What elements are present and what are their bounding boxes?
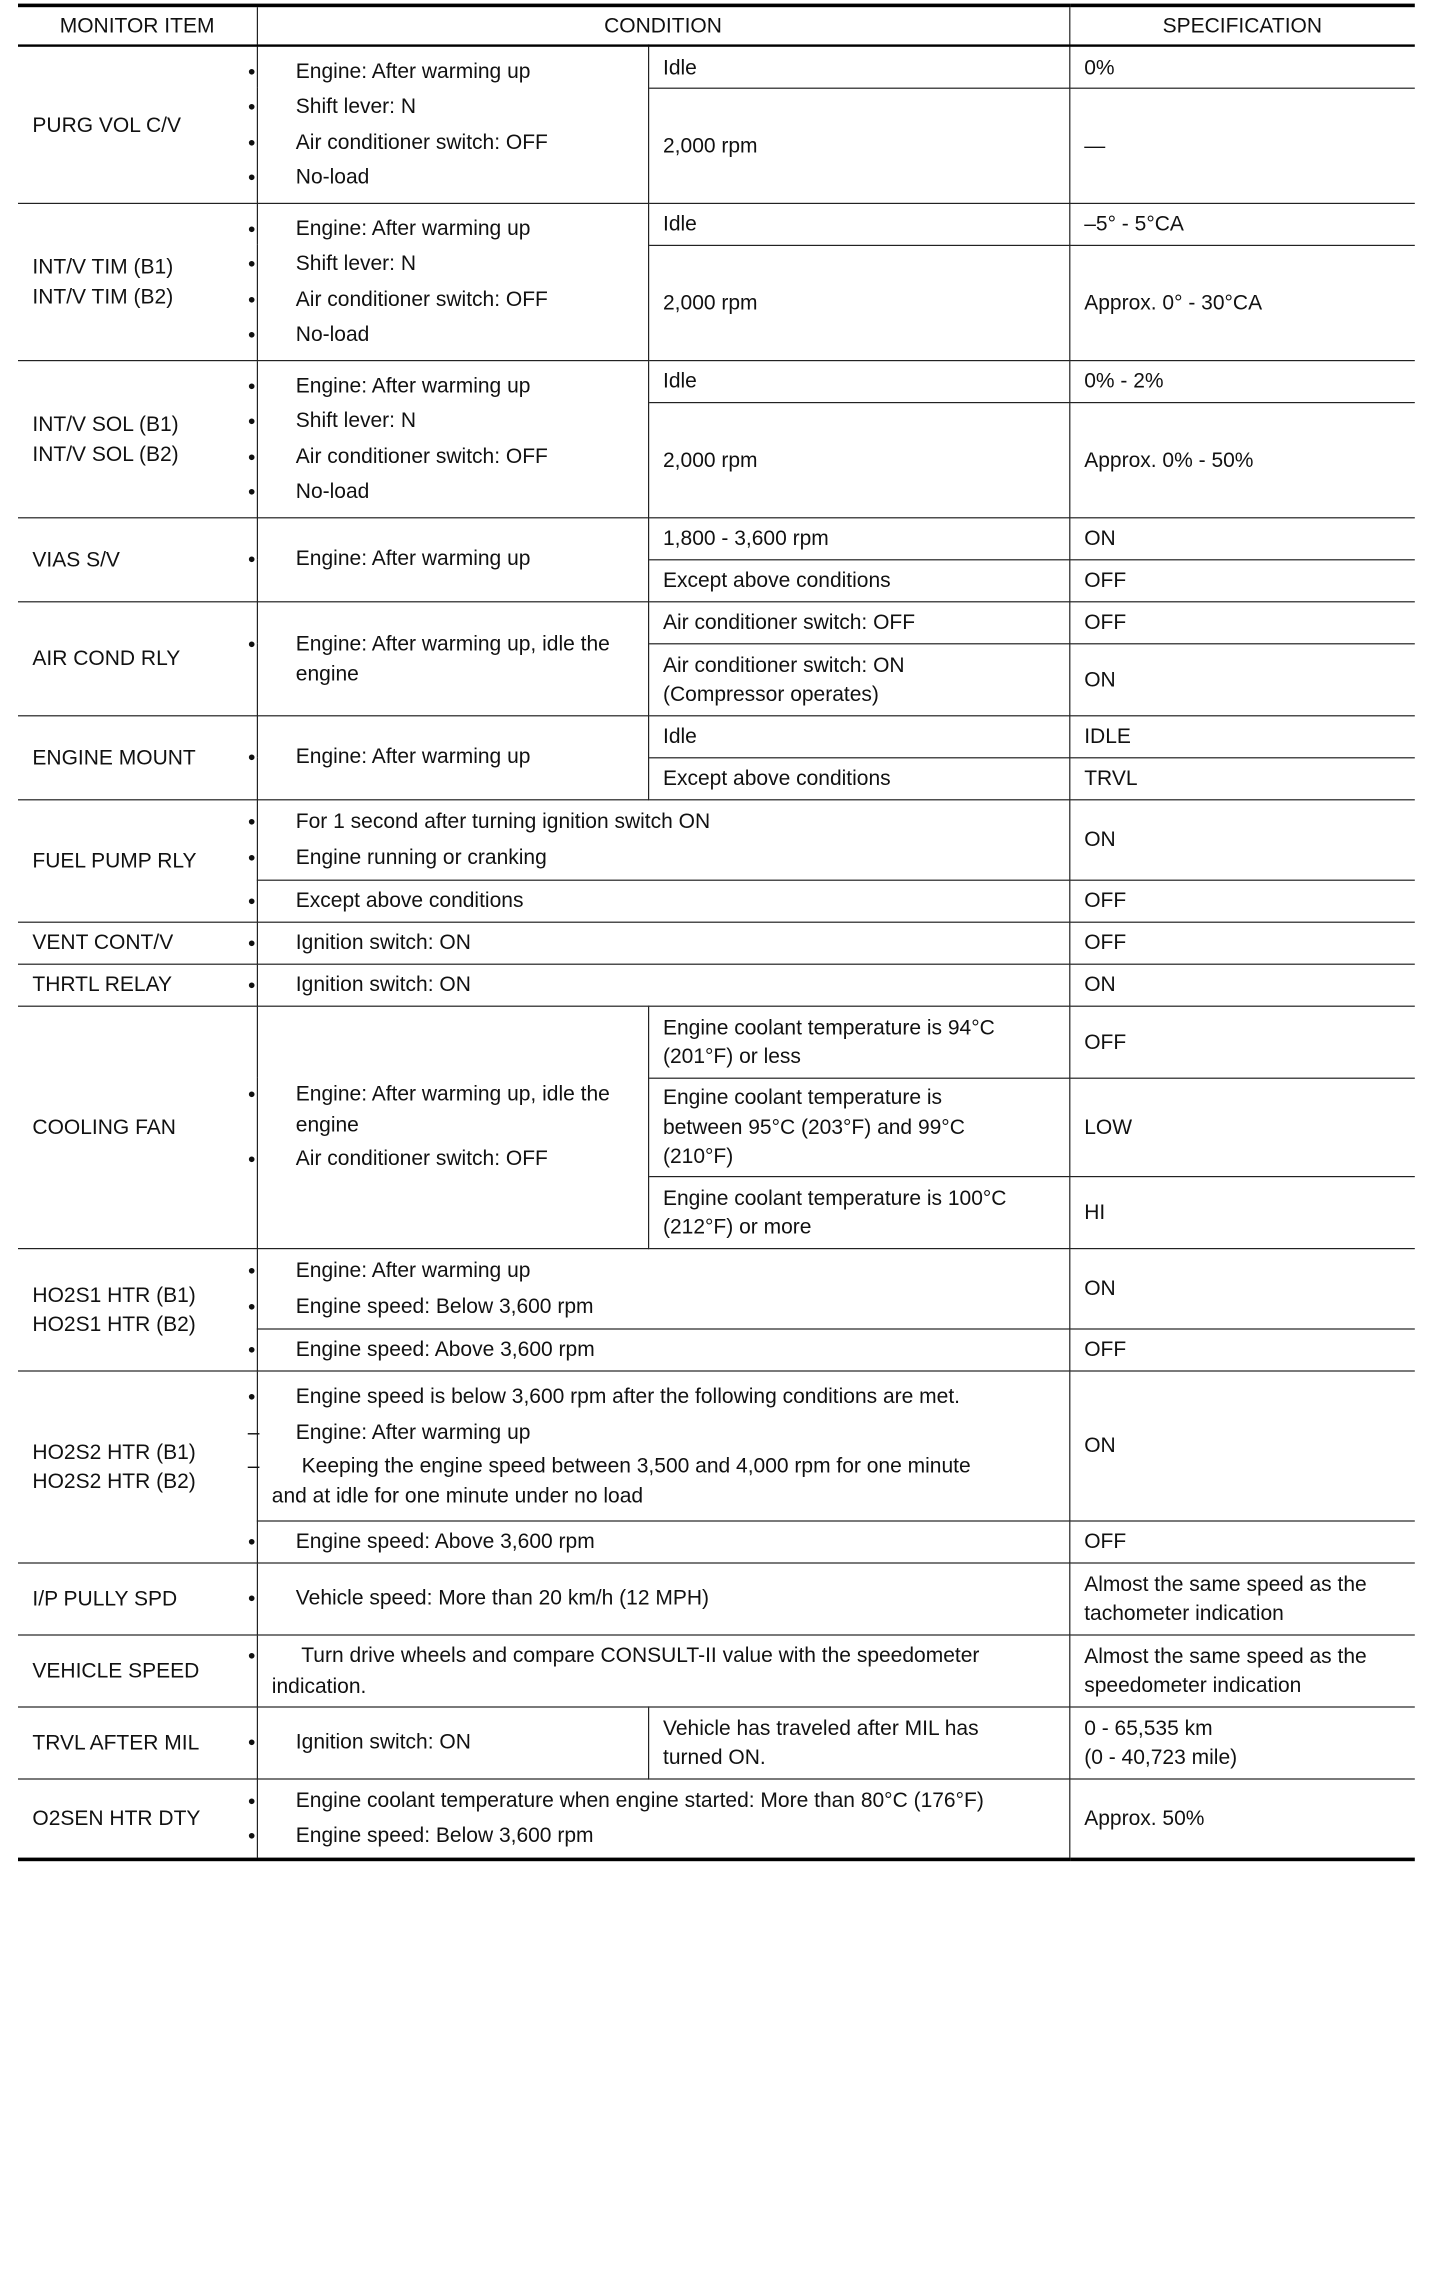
sub-condition-line: Engine coolant temperature is 94°C — [663, 1014, 995, 1039]
condition-bullet: ● Air conditioner switch: OFF — [272, 284, 633, 315]
sub-condition-line: Engine coolant temperature is — [663, 1085, 943, 1110]
table-row — [18, 1562, 1415, 1634]
condition-bullet: ● Air conditioner switch: OFF — [272, 127, 633, 158]
specification: TRVL — [1069, 757, 1415, 799]
specification: –5° - 5°CA — [1069, 203, 1415, 245]
condition-list — [257, 360, 648, 517]
condition-bullet: ● Shift lever: N — [272, 248, 633, 279]
condition-bullet: ● Engine running or cranking — [272, 842, 1054, 873]
sub-condition-line: Vehicle has traveled after MIL has — [663, 1715, 979, 1740]
condition-list — [257, 880, 1069, 922]
specification: LOW — [1069, 1078, 1415, 1176]
header-specification: SPECIFICATION — [1069, 5, 1415, 45]
condition-bullet: ● No-load — [272, 319, 633, 350]
specification — [1069, 1706, 1415, 1778]
specification-line: Almost the same speed as the — [1084, 1571, 1367, 1596]
monitor-item-line: HO2S1 HTR (B1) — [32, 1282, 196, 1307]
header-condition: CONDITION — [257, 5, 1069, 45]
condition-bullet: ● Engine speed: Below 3,600 rpm — [272, 1291, 1054, 1322]
condition-bullet: ● No-load — [272, 162, 633, 193]
sub-condition: Idle — [648, 203, 1069, 245]
condition-list — [257, 1706, 648, 1778]
specification: OFF — [1069, 922, 1415, 964]
monitor-item: AIR COND RLY — [18, 601, 257, 715]
sub-condition: 2,000 rpm — [648, 88, 1069, 203]
sub-condition — [648, 1078, 1069, 1176]
condition-bullet: ● Engine: After warming up — [272, 213, 633, 244]
monitor-item: TRVL AFTER MIL — [18, 1706, 257, 1778]
condition-bullet: ● Ignition switch: ON — [272, 927, 1054, 958]
monitor-item — [18, 203, 257, 360]
monitor-item — [18, 1248, 257, 1370]
condition-list — [257, 715, 648, 799]
condition-list — [257, 46, 648, 203]
table-row — [18, 1370, 1415, 1520]
condition-dash — [272, 1451, 1054, 1510]
specification: ON — [1069, 517, 1415, 559]
condition-bullet: ● Engine: After warming up — [272, 370, 633, 401]
condition-bullet: ● Engine: After warming up — [272, 742, 633, 773]
specification: OFF — [1069, 1520, 1415, 1562]
specification: ON — [1069, 643, 1415, 715]
monitor-item: I/P PULLY SPD — [18, 1562, 257, 1634]
monitor-item — [18, 360, 257, 517]
specification: OFF — [1069, 1328, 1415, 1370]
specification: ON — [1069, 1248, 1415, 1328]
table-row — [18, 601, 1415, 643]
monitor-item-line: INT/V SOL (B2) — [32, 441, 179, 466]
sub-condition: Except above conditions — [648, 757, 1069, 799]
table-row — [18, 517, 1415, 559]
monitor-item: ENGINE MOUNT — [18, 715, 257, 799]
condition-bullet-line: Turn drive wheels and compare CONSULT-II value with the speedometer — [301, 1642, 980, 1667]
monitor-item-line: HO2S2 HTR (B2) — [32, 1468, 196, 1493]
specification-line: speedometer indication — [1084, 1672, 1302, 1697]
table-row — [18, 1006, 1415, 1078]
specification: Approx. 50% — [1069, 1778, 1415, 1858]
sub-condition-line: Air conditioner switch: ON — [663, 652, 905, 677]
sub-condition: 1,800 - 3,600 rpm — [648, 517, 1069, 559]
table-row — [18, 1778, 1415, 1858]
condition-dash-line: and at idle for one minute under no load — [271, 1482, 644, 1507]
condition-bullet-line: indication. — [271, 1673, 367, 1698]
table-row — [18, 360, 1415, 402]
specification-line: Almost the same speed as the — [1084, 1643, 1367, 1668]
monitor-item-line: INT/V TIM (B1) — [32, 254, 174, 279]
condition-bullet: ● Air conditioner switch: OFF — [272, 1144, 633, 1175]
condition-list — [257, 1778, 1069, 1858]
specification: OFF — [1069, 559, 1415, 601]
header-monitor-item: MONITOR ITEM — [18, 5, 257, 45]
condition-bullet: ● Shift lever: N — [272, 406, 633, 437]
specification: OFF — [1069, 1006, 1415, 1078]
condition-list — [257, 1562, 1069, 1634]
sub-condition: Idle — [648, 360, 1069, 402]
specification-line: 0 - 65,535 km — [1084, 1715, 1213, 1740]
sub-condition-line: (Compressor operates) — [663, 681, 879, 706]
specification: — — [1069, 88, 1415, 203]
monitor-item-line: INT/V TIM (B2) — [32, 283, 174, 308]
sub-condition — [648, 643, 1069, 715]
table-row — [18, 964, 1415, 1006]
table-row — [18, 922, 1415, 964]
condition-list — [257, 922, 1069, 964]
monitor-item: THRTL RELAY — [18, 964, 257, 1006]
sub-condition: Air conditioner switch: OFF — [648, 601, 1069, 643]
condition-bullet: ● Engine: After warming up, idle the engine — [272, 628, 633, 688]
condition-dash: – Engine: After warming up — [272, 1417, 1054, 1446]
monitor-item: VIAS S/V — [18, 517, 257, 601]
sub-condition-line: (201°F) or less — [663, 1044, 801, 1068]
condition-bullet: ● Vehicle speed: More than 20 km/h (12 MPH) — [272, 1583, 1054, 1614]
condition-list — [257, 517, 648, 601]
condition-bullet: ● Engine: After warming up, idle the engine — [272, 1079, 633, 1139]
sub-condition — [648, 1706, 1069, 1778]
sub-condition-line: turned ON. — [663, 1744, 766, 1769]
specification: Approx. 0% - 50% — [1069, 402, 1415, 517]
specification: Approx. 0° - 30°CA — [1069, 245, 1415, 360]
sub-condition — [648, 1176, 1069, 1248]
specification: IDLE — [1069, 715, 1415, 757]
condition-bullet: ● No-load — [272, 476, 633, 507]
condition-bullet: ● Engine speed: Above 3,600 rpm — [272, 1334, 1054, 1365]
monitor-spec-table — [18, 4, 1415, 1861]
monitor-item: VENT CONT/V — [18, 922, 257, 964]
specification-line: tachometer indication — [1084, 1600, 1284, 1625]
condition-bullet: ● Engine speed: Above 3,600 rpm — [272, 1526, 1054, 1557]
table-row — [18, 46, 1415, 88]
condition-list — [257, 203, 648, 360]
sub-condition-line: (212°F) or more — [663, 1214, 812, 1239]
condition-bullet: ● Air conditioner switch: OFF — [272, 441, 633, 472]
sub-condition-line: (210°F) — [663, 1143, 734, 1168]
condition-bullet: ● Engine speed: Below 3,600 rpm — [272, 1820, 1054, 1851]
condition-list — [257, 1328, 1069, 1370]
condition-list — [257, 1006, 648, 1248]
sub-condition: 2,000 rpm — [648, 245, 1069, 360]
sub-condition: Idle — [648, 46, 1069, 88]
table-row — [18, 1634, 1415, 1706]
monitor-item: PURG VOL C/V — [18, 46, 257, 203]
specification: ON — [1069, 1370, 1415, 1520]
table-row — [18, 1248, 1415, 1328]
condition-bullet: ● Except above conditions — [272, 885, 1054, 916]
sub-condition-line: between 95°C (203°F) and 99°C — [663, 1114, 965, 1139]
condition-list — [257, 601, 648, 715]
table-row — [18, 203, 1415, 245]
specification: OFF — [1069, 601, 1415, 643]
condition-bullet: ● Ignition switch: ON — [272, 1727, 633, 1758]
table-row — [18, 1706, 1415, 1778]
condition-bullet — [272, 1640, 1054, 1700]
monitor-item: FUEL PUMP RLY — [18, 799, 257, 921]
specification — [1069, 1562, 1415, 1634]
condition-bullet: ● Engine: After warming up — [272, 1255, 1054, 1286]
condition-bullet: ● Shift lever: N — [272, 92, 633, 123]
monitor-item — [18, 1370, 257, 1562]
table-row — [18, 799, 1415, 879]
condition-list — [257, 964, 1069, 1006]
monitor-item: VEHICLE SPEED — [18, 1634, 257, 1706]
condition-list — [257, 1248, 1069, 1328]
sub-condition: Except above conditions — [648, 559, 1069, 601]
sub-condition: Idle — [648, 715, 1069, 757]
condition-list — [257, 1634, 1069, 1706]
monitor-item-line: INT/V SOL (B1) — [32, 411, 179, 436]
condition-bullet: ● Engine speed is below 3,600 rpm after the following conditions are met. — [272, 1381, 1054, 1412]
table-row — [18, 715, 1415, 757]
sub-condition-line: Engine coolant temperature is 100°C — [663, 1185, 1007, 1209]
condition-list — [257, 799, 1069, 879]
sub-condition — [648, 1006, 1069, 1078]
sub-condition: 2,000 rpm — [648, 402, 1069, 517]
specification: ON — [1069, 964, 1415, 1006]
monitor-item-line: HO2S1 HTR (B2) — [32, 1311, 196, 1336]
condition-list — [257, 1520, 1069, 1562]
condition-bullet: ● Engine: After warming up — [272, 544, 633, 575]
specification: 0% — [1069, 46, 1415, 88]
monitor-item-line: HO2S2 HTR (B1) — [32, 1439, 196, 1464]
specification — [1069, 1634, 1415, 1706]
condition-list — [257, 1370, 1069, 1520]
specification: 0% - 2% — [1069, 360, 1415, 402]
condition-bullet: ● Engine coolant temperature when engine started: More than 80°C (176°F) — [272, 1785, 1054, 1816]
monitor-item: O2SEN HTR DTY — [18, 1778, 257, 1858]
condition-dash-line: Keeping the engine speed between 3,500 and 4,000 rpm for one minute — [301, 1453, 971, 1478]
specification: HI — [1069, 1176, 1415, 1248]
specification-line: (0 - 40,723 mile) — [1084, 1744, 1238, 1769]
condition-bullet: ● For 1 second after turning ignition switch ON — [272, 806, 1054, 837]
header-row — [18, 5, 1415, 45]
condition-bullet: ● Engine: After warming up — [272, 56, 633, 87]
specification: ON — [1069, 799, 1415, 879]
condition-bullet: ● Ignition switch: ON — [272, 969, 1054, 1000]
specification: OFF — [1069, 880, 1415, 922]
monitor-item: COOLING FAN — [18, 1006, 257, 1248]
